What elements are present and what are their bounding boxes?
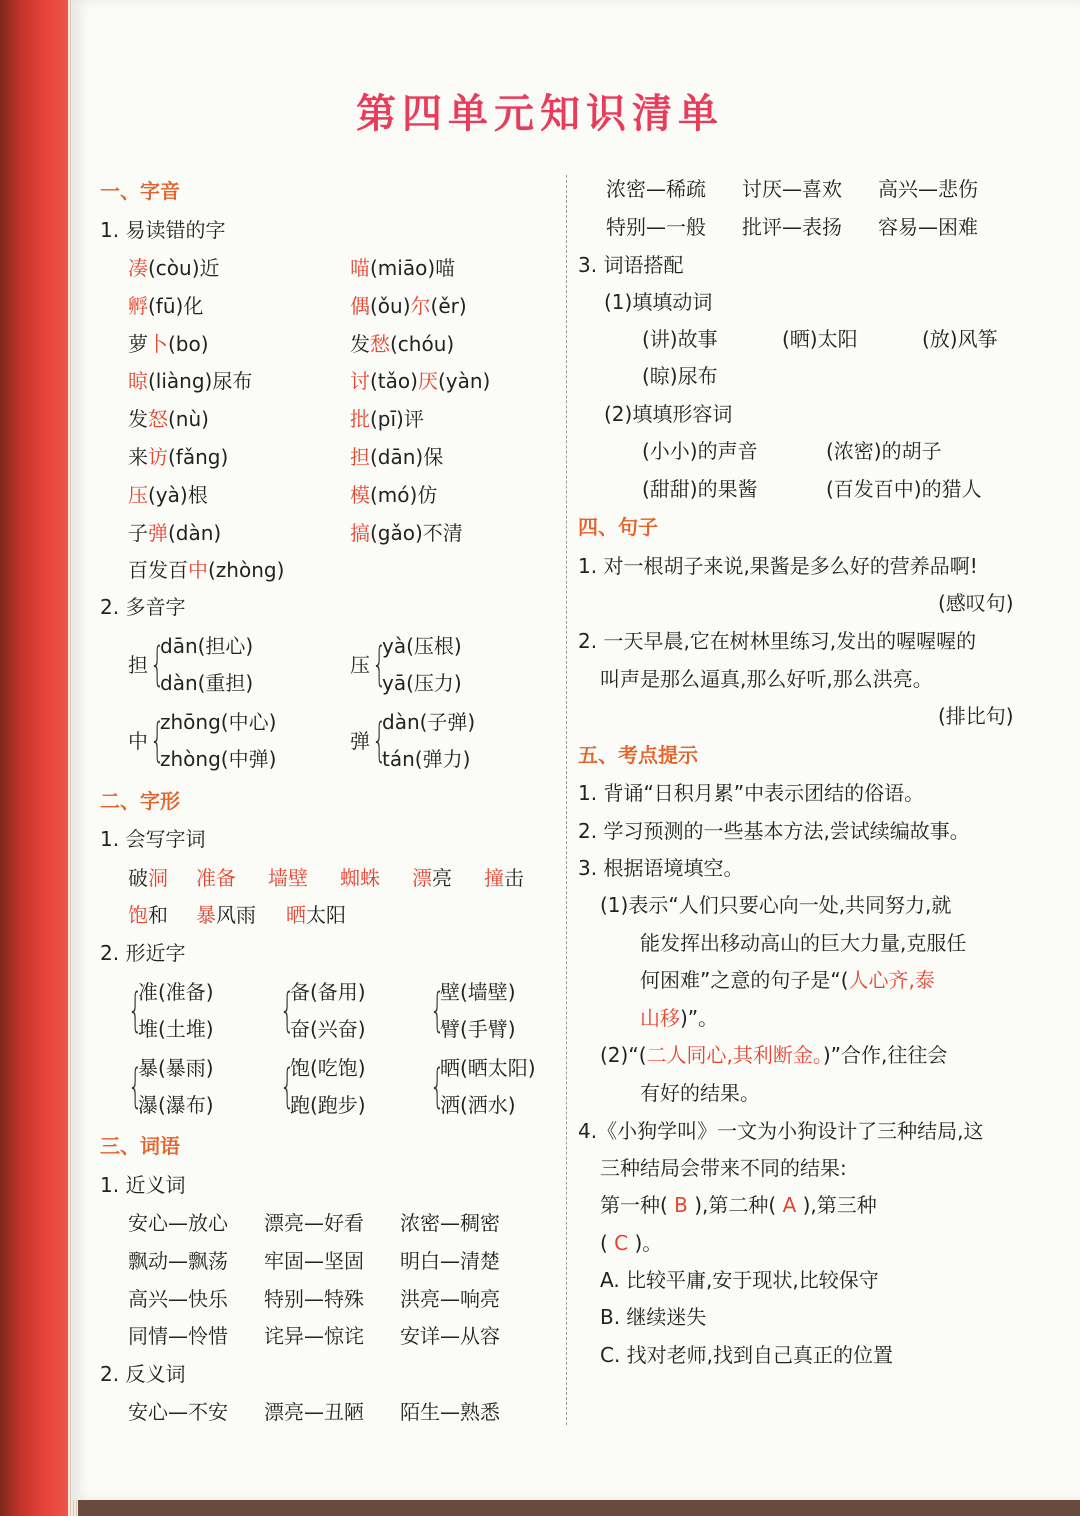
similar-char: 跑(跑步) — [290, 1093, 366, 1117]
polyphone-char: 中 — [128, 729, 148, 753]
sentence-item: 2. 一天早晨,它在树林里练习,发出的喔喔喔的 — [578, 629, 977, 653]
similar-char: 堆(土堆) — [138, 1017, 214, 1041]
target-char: 饱 — [128, 903, 148, 927]
subheading-synonyms: 1. 近义词 — [100, 1173, 186, 1197]
verb-collocation: (放)风筝 — [922, 327, 998, 351]
brace-icon: { — [150, 637, 165, 691]
target-char: 洞 — [148, 866, 168, 890]
plain-char: 萝 — [128, 331, 148, 356]
book-spine — [0, 0, 78, 1516]
target-char: 模 — [350, 482, 370, 507]
pronunciation-item — [350, 255, 455, 281]
brace-icon: { — [150, 713, 165, 767]
pinyin: (ǒu) — [370, 293, 411, 318]
plain-char: 发 — [128, 407, 148, 432]
antonym-pair: 讨厌—喜欢 — [742, 177, 842, 201]
subheading-write-words: 1. 会写字词 — [100, 827, 206, 851]
polyphone-reading: yā(压力) — [382, 671, 462, 695]
target-char: 暴 — [196, 903, 216, 927]
target-char: 墙壁 — [268, 866, 308, 890]
pinyin: (bo) — [168, 331, 209, 356]
word-item — [286, 902, 346, 928]
pinyin: (miāo)喵 — [370, 256, 456, 280]
brace-icon: { — [128, 983, 143, 1037]
pronunciation-item — [128, 557, 284, 583]
word-item — [196, 902, 256, 928]
target-char: 撞 — [484, 866, 504, 890]
verb-collocation: (晒)太阳 — [782, 327, 858, 351]
plain-char: 击 — [504, 866, 524, 890]
plain-char: 风雨 — [216, 903, 256, 927]
antonym-pair: 安心—不安 — [128, 1400, 228, 1424]
text: ( — [600, 1231, 608, 1255]
subheading-polyphones: 2. 多音字 — [100, 595, 186, 619]
pinyin: (liàng)尿布 — [148, 369, 253, 394]
tip-subitem-continued — [640, 967, 935, 993]
pronunciation-item — [128, 331, 209, 357]
pronunciation-item — [128, 255, 220, 281]
tip-subitem-continued: 能发挥出移动高山的巨大力量,克服任 — [640, 931, 967, 955]
option-item: C. 找对老师,找到自己真正的位置 — [600, 1343, 894, 1367]
plain-char: 太阳 — [306, 903, 346, 927]
pronunciation-item — [350, 331, 454, 357]
brace-icon: { — [280, 983, 295, 1037]
pronunciation-item — [128, 406, 209, 432]
text: )”合作,往往会 — [822, 1043, 948, 1067]
synonym-pair: 安心—放心 — [128, 1211, 228, 1235]
text: (2)“( — [600, 1043, 647, 1067]
pinyin: (yàn) — [437, 369, 491, 394]
section-heading-glyphs: 二、字形 — [100, 789, 180, 813]
polyphone-reading: zhòng(中弹) — [160, 747, 277, 771]
sentence-type-tag: (感叹句) — [938, 591, 1014, 615]
plain-char: 破 — [128, 866, 148, 890]
similar-char: 饱(吃饱) — [290, 1056, 366, 1080]
pinyin: (ěr) — [430, 293, 467, 318]
word-item — [340, 865, 380, 891]
answer-text: A — [776, 1193, 803, 1217]
target-char: 批 — [350, 407, 370, 432]
adjective-collocation: (甜甜)的果酱 — [642, 477, 758, 501]
sentence-item: 1. 对一根胡子来说,果酱是多么好的营养品啊! — [578, 554, 978, 578]
text: 何困难”之意的句子是“( — [640, 968, 849, 992]
brace-icon: { — [372, 713, 387, 767]
brace-icon: { — [280, 1059, 295, 1113]
pronunciation-item — [128, 368, 252, 394]
target-char: 准备 — [196, 866, 236, 890]
pinyin: (yà)根 — [148, 482, 208, 507]
verb-collocation: (讲)故事 — [642, 327, 718, 351]
polyphone-reading: yà(压根) — [382, 634, 462, 658]
synonym-pair: 明白—清楚 — [400, 1248, 500, 1273]
brace-icon: { — [430, 983, 445, 1037]
polyphone-char: 担 — [128, 653, 148, 677]
similar-char: 备(备用) — [290, 980, 366, 1004]
synonym-pair: 诧异—惊诧 — [264, 1324, 364, 1349]
similar-char: 晒(晒太阳) — [440, 1056, 536, 1080]
target-char: 漂 — [412, 866, 432, 890]
brace-icon: { — [372, 637, 387, 691]
text: )。 — [634, 1231, 663, 1255]
tip-item: 2. 学习预测的一些基本方法,尝试续编故事。 — [578, 819, 970, 843]
plain-char: 发 — [350, 331, 370, 356]
pinyin: (còu)近 — [148, 256, 220, 280]
answer-text: 人心齐,泰 — [848, 968, 935, 992]
section-heading-pronunciation: 一、字音 — [100, 179, 180, 203]
synonym-pair: 特别—特殊 — [264, 1286, 364, 1311]
target-char: 尔 — [410, 293, 431, 318]
ending-answers — [600, 1192, 877, 1218]
word-item — [128, 902, 168, 928]
pronunciation-item — [128, 444, 228, 470]
synonym-pair: 牢固—坚固 — [264, 1248, 364, 1273]
answer-text: C — [607, 1231, 635, 1255]
brace-icon: { — [128, 1059, 143, 1113]
section-heading-sentences: 四、句子 — [578, 515, 658, 539]
target-char: 压 — [128, 482, 148, 507]
ending-answers — [600, 1230, 662, 1256]
pronunciation-item — [350, 482, 437, 508]
antonym-pair: 特别—一般 — [606, 214, 706, 239]
target-char: 凑 — [128, 256, 148, 280]
option-item: A. 比较平庸,安于现状,比较保守 — [600, 1268, 879, 1292]
subheading-collocations: 3. 词语搭配 — [578, 253, 684, 277]
antonym-pair: 陌生—熟悉 — [400, 1400, 500, 1424]
target-char: 中 — [188, 558, 208, 583]
word-item — [268, 865, 308, 891]
similar-char: 臂(手臂) — [440, 1017, 516, 1041]
target-char: 晾 — [128, 369, 148, 394]
target-char: 担 — [350, 445, 370, 469]
polyphone-char: 弹 — [350, 729, 370, 753]
subheading-misread-chars: 1. 易读错的字 — [100, 218, 226, 242]
pinyin: (mó)仿 — [370, 482, 438, 507]
pinyin: (tǎo) — [370, 369, 418, 394]
pinyin: (nù) — [168, 407, 209, 432]
page-title: 第四单元知识清单 — [356, 91, 724, 137]
pronunciation-item — [350, 293, 467, 319]
antonym-pair: 浓密—稀疏 — [606, 177, 706, 201]
pinyin: (pī)评 — [370, 407, 424, 432]
target-char: 偶 — [350, 293, 370, 318]
answer-text: 二人同心,其利断金。 — [646, 1043, 823, 1067]
text: 第一种( — [600, 1193, 668, 1217]
target-char: 孵 — [128, 293, 148, 318]
target-char: 弹 — [148, 520, 168, 545]
tip-item: 1. 背诵“日积月累”中表示团结的俗语。 — [578, 781, 925, 805]
plain-char: 亮 — [432, 866, 452, 890]
adjective-collocation: (小小)的声音 — [642, 439, 758, 463]
plain-char: 子 — [128, 520, 148, 545]
target-char: 搞 — [350, 520, 370, 545]
target-char: 喵 — [350, 256, 370, 280]
adjective-collocation: (浓密)的胡子 — [826, 439, 942, 463]
pinyin: (fǎng) — [168, 445, 229, 469]
word-item — [128, 865, 168, 891]
synonym-pair: 同情—怜惜 — [128, 1324, 228, 1349]
pinyin: (gǎo)不清 — [370, 520, 463, 545]
pinyin: (chóu) — [390, 331, 455, 356]
synonym-pair: 安详—从容 — [400, 1324, 500, 1349]
tip-subitem — [600, 1042, 947, 1068]
similar-char: 壁(墙壁) — [440, 980, 516, 1004]
tip-subitem-continued: 有好的结果。 — [640, 1081, 760, 1105]
pronunciation-item — [128, 520, 221, 546]
target-char: 愁 — [370, 331, 390, 356]
target-char: 卜 — [148, 331, 168, 356]
plain-char: 百发百 — [128, 558, 188, 583]
text: ),第三种 — [802, 1193, 877, 1217]
verb-collocation: (晾)尿布 — [642, 364, 718, 388]
sentence-type-tag: (排比句) — [938, 704, 1014, 728]
similar-char: 暴(暴雨) — [138, 1056, 214, 1080]
polyphone-reading: dān(担心) — [160, 634, 254, 658]
target-char: 蜘蛛 — [340, 866, 380, 890]
tip-subitem-continued — [640, 1005, 718, 1031]
antonym-pair: 高兴—悲伤 — [878, 177, 978, 201]
word-item — [484, 865, 524, 891]
pronunciation-item — [350, 406, 424, 432]
text: )”。 — [680, 1006, 719, 1030]
target-char: 怒 — [148, 407, 168, 432]
column-divider — [566, 175, 567, 1425]
section-heading-words: 三、词语 — [100, 1134, 180, 1158]
pronunciation-item — [350, 444, 443, 470]
pronunciation-item — [128, 482, 208, 508]
tip-subitem: (1)表示“人们只要心向一处,共同努力,就 — [600, 893, 952, 917]
pinyin: (fū)化 — [148, 293, 204, 318]
tip-item: 4.《小狗学叫》一文为小狗设计了三种结局,这 — [578, 1119, 984, 1143]
synonym-pair: 漂亮—好看 — [264, 1211, 364, 1235]
pinyin: (dān)保 — [370, 445, 444, 469]
subheading-fill-adjectives: (2)填填形容词 — [604, 402, 733, 426]
similar-char: 奋(兴奋) — [290, 1017, 366, 1041]
answer-text: 山移 — [640, 1006, 680, 1030]
adjective-collocation: (百发百中)的猎人 — [826, 477, 982, 501]
plain-char: 和 — [148, 903, 168, 927]
option-item: B. 继续迷失 — [600, 1305, 707, 1329]
polyphone-char: 压 — [350, 653, 370, 677]
target-char: 讨 — [350, 369, 370, 394]
sentence-item-continued: 叫声是那么逼真,那么好听,那么洪亮。 — [600, 667, 933, 691]
similar-char: 洒(洒水) — [440, 1093, 516, 1117]
subheading-similar-chars: 2. 形近字 — [100, 941, 186, 965]
tip-item: 3. 根据语境填空。 — [578, 856, 744, 880]
pronunciation-item — [350, 368, 490, 394]
brace-icon: { — [430, 1059, 445, 1113]
word-item — [196, 865, 236, 891]
target-char: 访 — [148, 445, 168, 469]
synonym-pair: 高兴—快乐 — [128, 1286, 228, 1311]
tip-item-continued: 三种结局会带来不同的结果: — [600, 1156, 847, 1180]
polyphone-reading: tán(弹力) — [382, 747, 471, 771]
antonym-pair: 批评—表扬 — [742, 214, 842, 239]
polyphone-reading: dàn(重担) — [160, 671, 254, 695]
answer-text: B — [667, 1193, 695, 1217]
pinyin: (zhòng) — [208, 558, 285, 583]
synonym-pair: 浓密—稠密 — [400, 1211, 500, 1235]
pinyin: (dàn) — [168, 520, 222, 545]
word-item — [412, 865, 452, 891]
subheading-fill-verbs: (1)填填动词 — [604, 290, 713, 314]
target-char: 晒 — [286, 903, 306, 927]
subheading-antonyms: 2. 反义词 — [100, 1362, 186, 1386]
synonym-pair: 飘动—飘荡 — [128, 1248, 228, 1273]
plain-char: 来 — [128, 445, 148, 469]
target-char: 厌 — [417, 369, 438, 394]
section-heading-exam-tips: 五、考点提示 — [578, 743, 698, 767]
polyphone-reading: dàn(子弹) — [382, 710, 476, 734]
synonym-pair: 洪亮—响亮 — [400, 1286, 500, 1311]
similar-char: 准(准备) — [138, 980, 214, 1004]
text: ),第二种( — [694, 1193, 777, 1217]
antonym-pair: 漂亮—丑陋 — [264, 1400, 364, 1424]
antonym-pair: 容易—困难 — [878, 214, 978, 239]
polyphone-reading: zhōng(中心) — [160, 710, 277, 734]
pronunciation-item — [350, 520, 463, 546]
similar-char: 瀑(瀑布) — [138, 1093, 214, 1117]
pronunciation-item — [128, 293, 203, 319]
